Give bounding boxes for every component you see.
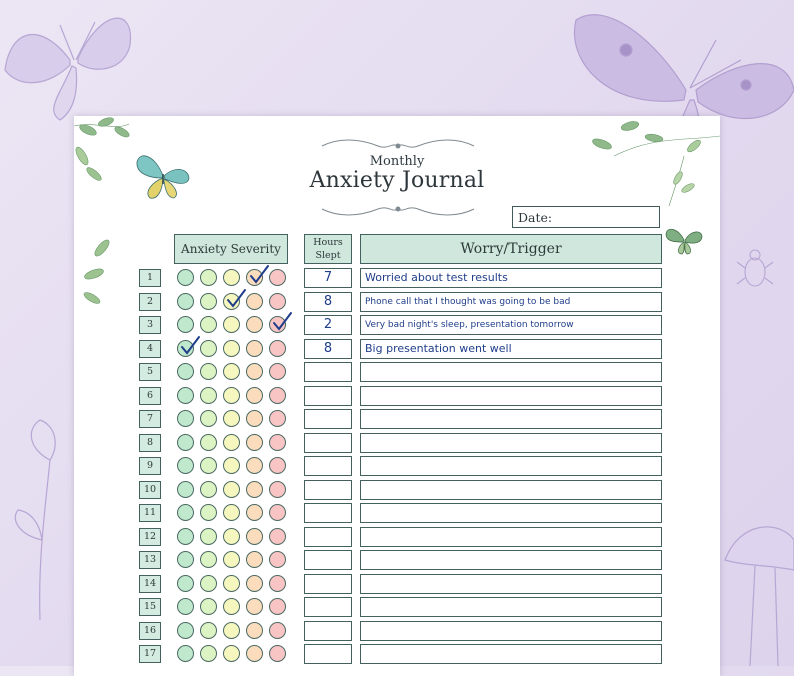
- worry-trigger-field[interactable]: [360, 503, 662, 523]
- severity-circle-2[interactable]: [200, 504, 217, 521]
- day-number: 2: [139, 293, 161, 311]
- severity-circle-2[interactable]: [200, 457, 217, 474]
- severity-circle-1[interactable]: [177, 622, 194, 639]
- journal-row: [74, 644, 720, 664]
- severity-circle-5[interactable]: [269, 363, 286, 380]
- severity-circle-4[interactable]: [246, 434, 263, 451]
- severity-circle-1[interactable]: [177, 575, 194, 592]
- journal-title: Anxiety Journal: [309, 168, 485, 193]
- severity-circle-5[interactable]: [269, 645, 286, 662]
- severity-circle-4[interactable]: [246, 340, 263, 357]
- hours-slept-field[interactable]: [304, 409, 352, 429]
- severity-circle-4[interactable]: [246, 363, 263, 380]
- ornament-top: [318, 138, 478, 154]
- worry-trigger-field[interactable]: [360, 433, 662, 453]
- severity-circle-1[interactable]: [177, 293, 194, 310]
- severity-circle-5[interactable]: [269, 457, 286, 474]
- moth-illustration-left: [0, 0, 150, 130]
- journal-row: [74, 339, 720, 359]
- severity-circle-3[interactable]: [223, 575, 240, 592]
- journal-row: [74, 456, 720, 476]
- hours-header-line1: Hours: [313, 237, 343, 248]
- hours-slept-field[interactable]: 8: [304, 339, 352, 359]
- day-number: 7: [139, 410, 161, 428]
- severity-circle-4[interactable]: [246, 504, 263, 521]
- worry-trigger-field[interactable]: [360, 550, 662, 570]
- severity-circle-4[interactable]: [246, 387, 263, 404]
- journal-row: [74, 480, 720, 500]
- severity-circle-1[interactable]: [177, 340, 194, 357]
- worry-trigger-field[interactable]: Very bad night's sleep, presentation tomorrow: [360, 315, 662, 335]
- severity-circle-4[interactable]: [246, 528, 263, 545]
- severity-circle-3[interactable]: [223, 481, 240, 498]
- hours-slept-field[interactable]: [304, 433, 352, 453]
- journal-row: [74, 503, 720, 523]
- severity-circle-2[interactable]: [200, 528, 217, 545]
- severity-circle-2[interactable]: [200, 575, 217, 592]
- day-number: 17: [139, 645, 161, 663]
- severity-circle-2[interactable]: [200, 316, 217, 333]
- severity-circle-1[interactable]: [177, 269, 194, 286]
- anxiety-severity-header: Anxiety Severity: [174, 234, 288, 264]
- hours-slept-field[interactable]: [304, 456, 352, 476]
- severity-circle-3[interactable]: [223, 504, 240, 521]
- severity-circle-4[interactable]: [246, 622, 263, 639]
- journal-header: [74, 116, 720, 236]
- severity-circle-2[interactable]: [200, 645, 217, 662]
- severity-circle-4[interactable]: [246, 575, 263, 592]
- severity-circle-3[interactable]: [223, 340, 240, 357]
- severity-circle-4[interactable]: [246, 457, 263, 474]
- journal-row: [74, 527, 720, 547]
- day-number: 3: [139, 316, 161, 334]
- severity-circle-2[interactable]: [200, 434, 217, 451]
- severity-circle-3[interactable]: [223, 528, 240, 545]
- hours-slept-field[interactable]: 2: [304, 315, 352, 335]
- worry-trigger-field[interactable]: [360, 597, 662, 617]
- ornament-bottom: [318, 201, 478, 217]
- severity-circle-1[interactable]: [177, 645, 194, 662]
- floral-sketch-left: [0, 390, 74, 620]
- hours-slept-field[interactable]: [304, 480, 352, 500]
- worry-trigger-field[interactable]: Phone call that I thought was going to be bad: [360, 292, 662, 312]
- mushroom-sketch-right: [720, 500, 794, 666]
- severity-circle-3[interactable]: [223, 410, 240, 427]
- severity-circle-1[interactable]: [177, 504, 194, 521]
- severity-circle-1[interactable]: [177, 410, 194, 427]
- hours-slept-header: [304, 234, 352, 264]
- day-number: 5: [139, 363, 161, 381]
- hours-slept-field[interactable]: [304, 597, 352, 617]
- severity-circle-1[interactable]: [177, 387, 194, 404]
- severity-circle-4[interactable]: [246, 410, 263, 427]
- severity-circle-1[interactable]: [177, 528, 194, 545]
- severity-circle-2[interactable]: [200, 598, 217, 615]
- checkmark-icon: [225, 288, 247, 310]
- day-number: 14: [139, 575, 161, 593]
- severity-circle-5[interactable]: [269, 387, 286, 404]
- severity-circle-5[interactable]: [269, 410, 286, 427]
- severity-circle-3[interactable]: [223, 269, 240, 286]
- severity-circle-3[interactable]: [223, 551, 240, 568]
- severity-circle-3[interactable]: [223, 457, 240, 474]
- worry-trigger-field[interactable]: Worried about test results: [360, 268, 662, 288]
- worry-trigger-field[interactable]: Big presentation went well: [360, 339, 662, 359]
- hours-slept-field[interactable]: [304, 550, 352, 570]
- day-number: 12: [139, 528, 161, 546]
- hours-slept-field[interactable]: 8: [304, 292, 352, 312]
- worry-trigger-field[interactable]: [360, 362, 662, 382]
- day-number: 9: [139, 457, 161, 475]
- severity-circle-5[interactable]: [269, 504, 286, 521]
- worry-trigger-field[interactable]: [360, 480, 662, 500]
- severity-circle-1[interactable]: [177, 598, 194, 615]
- hours-slept-field[interactable]: [304, 527, 352, 547]
- severity-circle-2[interactable]: [200, 363, 217, 380]
- worry-trigger-field[interactable]: [360, 574, 662, 594]
- severity-circle-4[interactable]: [246, 598, 263, 615]
- day-number: 4: [139, 340, 161, 358]
- journal-subtitle: Monthly: [369, 154, 425, 169]
- severity-circle-1[interactable]: [177, 363, 194, 380]
- worry-trigger-field[interactable]: [360, 386, 662, 406]
- severity-circle-2[interactable]: [200, 340, 217, 357]
- severity-circle-4[interactable]: [246, 645, 263, 662]
- severity-circle-3[interactable]: [223, 598, 240, 615]
- severity-circle-4[interactable]: [246, 269, 263, 286]
- severity-circle-4[interactable]: [246, 293, 263, 310]
- hours-slept-field[interactable]: 7: [304, 268, 352, 288]
- severity-circle-1[interactable]: [177, 481, 194, 498]
- day-number: 16: [139, 622, 161, 640]
- day-number: 13: [139, 551, 161, 569]
- journal-row: [74, 292, 720, 312]
- severity-circle-3[interactable]: [223, 387, 240, 404]
- severity-circle-2[interactable]: [200, 622, 217, 639]
- severity-circle-5[interactable]: [269, 316, 286, 333]
- day-number: 10: [139, 481, 161, 499]
- severity-circle-2[interactable]: [200, 387, 217, 404]
- day-number: 11: [139, 504, 161, 522]
- severity-circle-3[interactable]: [223, 622, 240, 639]
- severity-circle-4[interactable]: [246, 481, 263, 498]
- severity-circle-3[interactable]: [223, 363, 240, 380]
- severity-circle-2[interactable]: [200, 269, 217, 286]
- journal-row: [74, 433, 720, 453]
- journal-row: [74, 315, 720, 335]
- journal-row: [74, 574, 720, 594]
- severity-circle-5[interactable]: [269, 340, 286, 357]
- severity-circle-1[interactable]: [177, 434, 194, 451]
- severity-circle-2[interactable]: [200, 410, 217, 427]
- severity-circle-1[interactable]: [177, 316, 194, 333]
- worry-trigger-field[interactable]: [360, 644, 662, 664]
- checkmark-icon: [271, 311, 293, 333]
- date-field[interactable]: Date:: [512, 206, 660, 228]
- journal-row: [74, 362, 720, 382]
- journal-row: [74, 268, 720, 288]
- severity-circle-5[interactable]: [269, 434, 286, 451]
- severity-circle-3[interactable]: [223, 316, 240, 333]
- severity-circle-5[interactable]: [269, 481, 286, 498]
- hours-slept-field[interactable]: [304, 574, 352, 594]
- day-number: 15: [139, 598, 161, 616]
- severity-circle-5[interactable]: [269, 293, 286, 310]
- journal-row: [74, 409, 720, 429]
- severity-circle-2[interactable]: [200, 481, 217, 498]
- severity-circle-5[interactable]: [269, 598, 286, 615]
- severity-circle-5[interactable]: [269, 269, 286, 286]
- severity-circle-4[interactable]: [246, 316, 263, 333]
- severity-circle-5[interactable]: [269, 528, 286, 545]
- hours-slept-field[interactable]: [304, 362, 352, 382]
- hours-slept-field[interactable]: [304, 644, 352, 664]
- hours-slept-field[interactable]: [304, 386, 352, 406]
- severity-circle-1[interactable]: [177, 457, 194, 474]
- severity-circle-1[interactable]: [177, 551, 194, 568]
- journal-page: [74, 116, 720, 676]
- worry-trigger-field[interactable]: [360, 527, 662, 547]
- journal-row: [74, 550, 720, 570]
- severity-circle-5[interactable]: [269, 551, 286, 568]
- beetle-sketch-right: [735, 240, 775, 300]
- worry-trigger-field[interactable]: [360, 409, 662, 429]
- severity-circle-5[interactable]: [269, 575, 286, 592]
- day-number: 8: [139, 434, 161, 452]
- journal-row: [74, 386, 720, 406]
- journal-row: [74, 621, 720, 641]
- severity-circle-3[interactable]: [223, 645, 240, 662]
- hours-slept-field[interactable]: [304, 503, 352, 523]
- day-number: 1: [139, 269, 161, 287]
- worry-trigger-header: Worry/Trigger: [360, 234, 662, 264]
- hours-slept-field[interactable]: [304, 621, 352, 641]
- severity-circle-2[interactable]: [200, 293, 217, 310]
- severity-circle-5[interactable]: [269, 622, 286, 639]
- worry-trigger-field[interactable]: [360, 621, 662, 641]
- severity-circle-3[interactable]: [223, 434, 240, 451]
- checkmark-icon: [179, 335, 201, 357]
- worry-trigger-field[interactable]: [360, 456, 662, 476]
- severity-circle-2[interactable]: [200, 551, 217, 568]
- severity-circle-4[interactable]: [246, 551, 263, 568]
- day-number: 6: [139, 387, 161, 405]
- journal-row: [74, 597, 720, 617]
- checkmark-icon: [248, 264, 270, 286]
- hours-header-line2: Slept: [315, 250, 341, 261]
- severity-circle-3[interactable]: [223, 293, 240, 310]
